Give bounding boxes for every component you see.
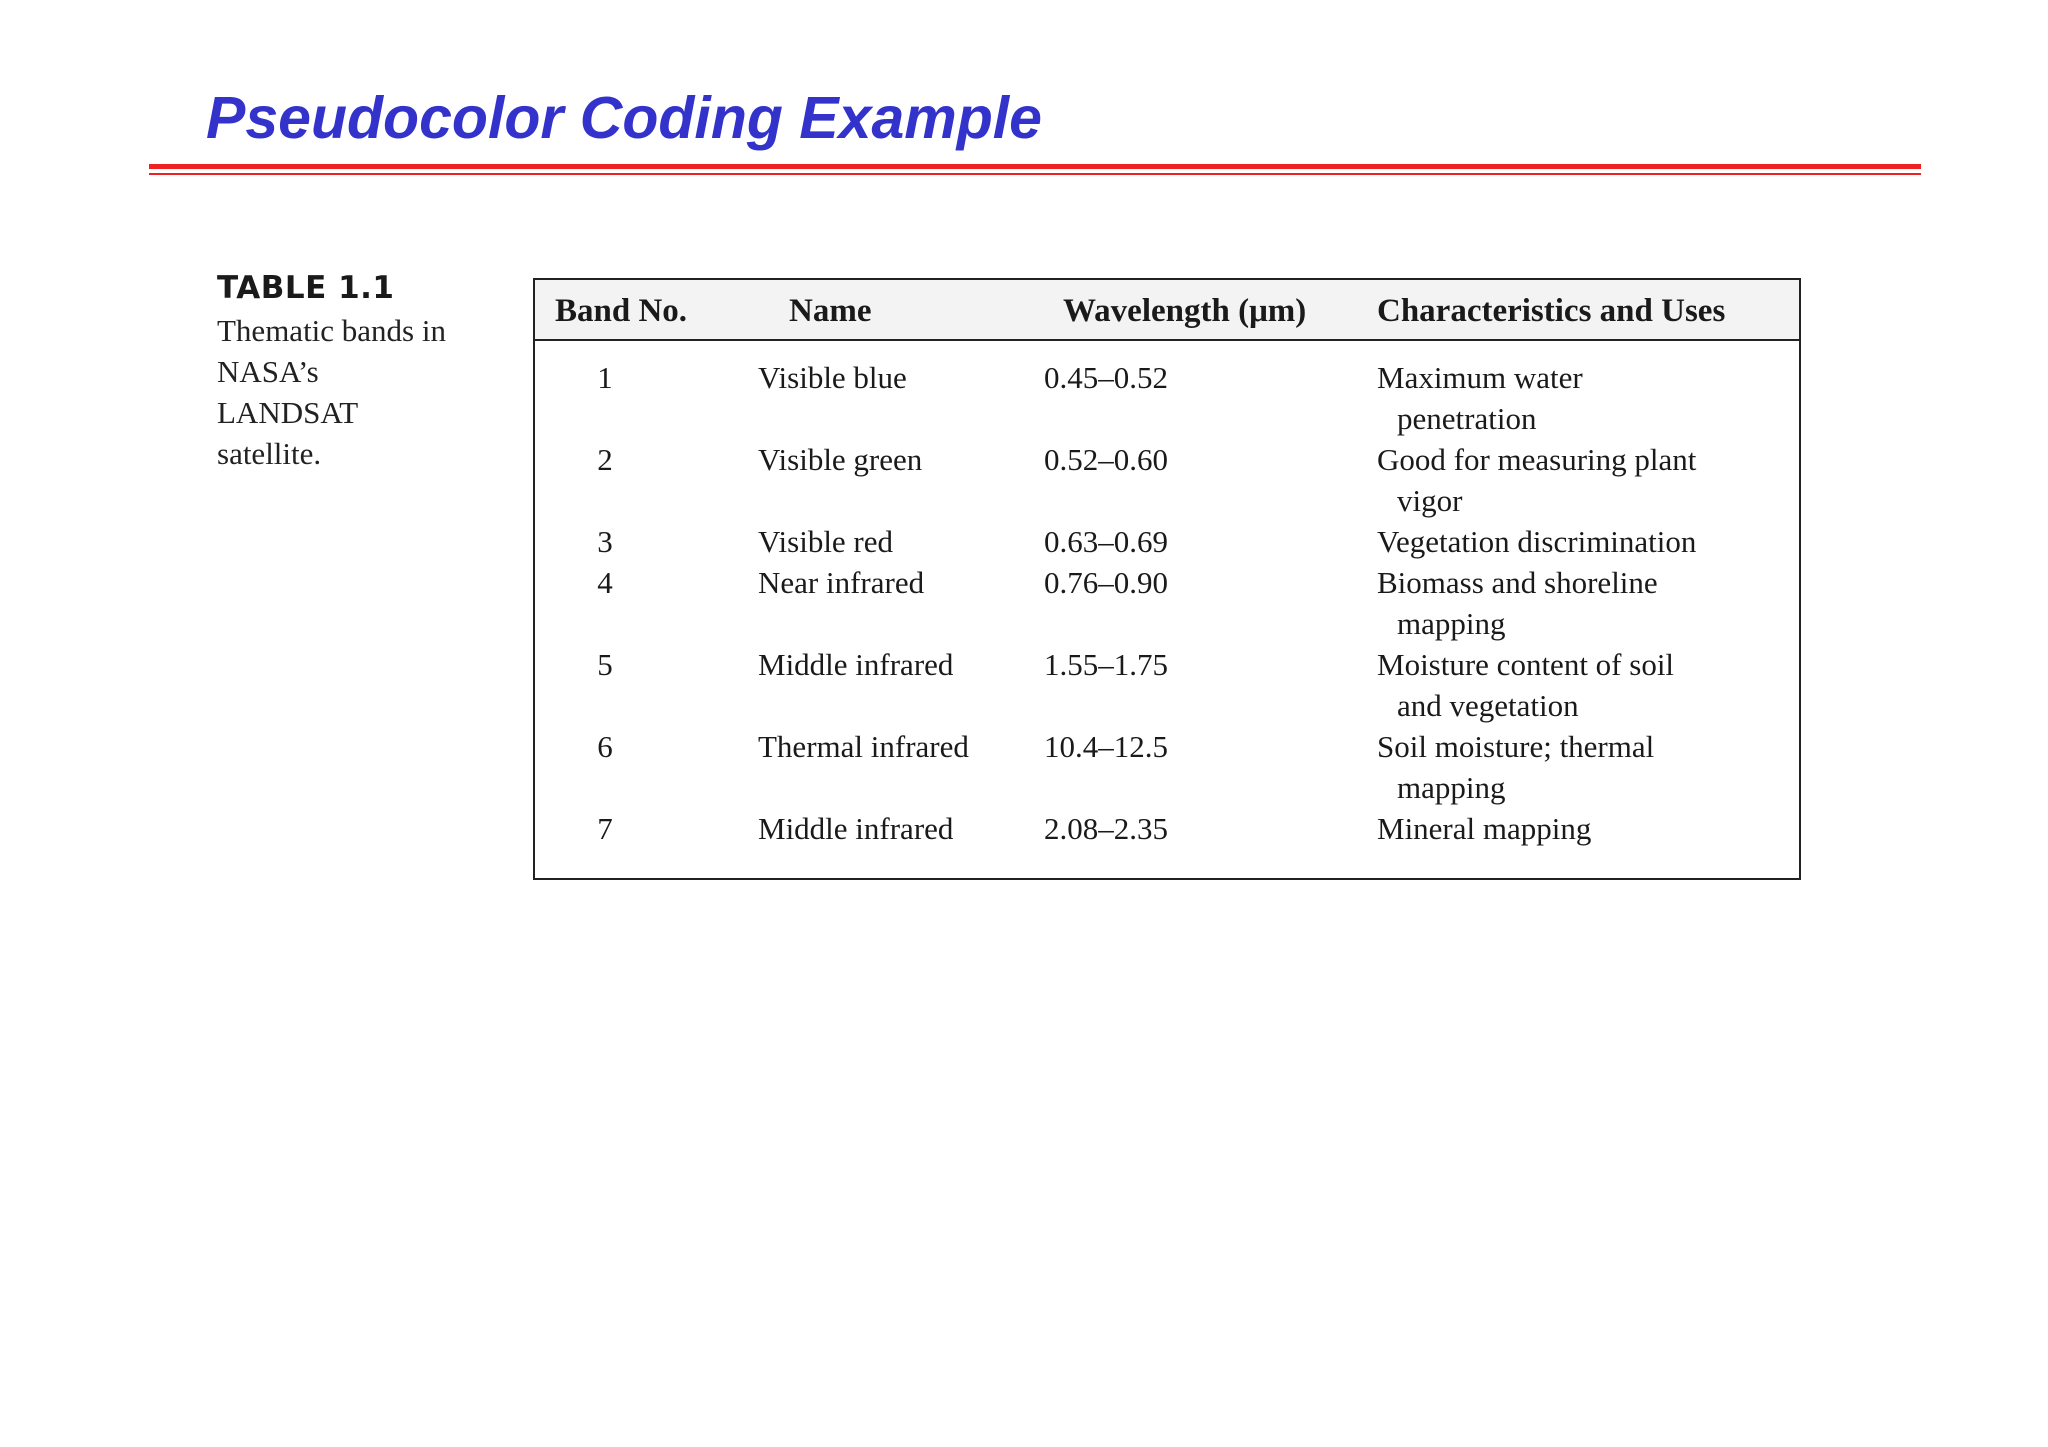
cell-uses-line: Soil moisture; thermal: [1377, 729, 1655, 764]
cell-uses-line: mapping: [1397, 606, 1506, 641]
cell-name: Middle infrared: [758, 811, 954, 846]
cell-band: 1: [597, 360, 613, 395]
table-caption-label: TABLE 1.1: [217, 270, 395, 306]
header-band-no: Band No.: [555, 293, 688, 329]
cell-uses-line: Vegetation discrimination: [1377, 524, 1697, 559]
cell-band: 6: [597, 729, 613, 764]
cell-uses: [1377, 439, 1787, 521]
cell-band: 3: [597, 524, 613, 559]
title-divider-thin: [149, 173, 1921, 175]
cell-wavelength: 0.45–0.52: [1044, 360, 1168, 395]
cell-uses-line: Biomass and shoreline: [1377, 565, 1658, 600]
header-wavelength: Wavelength (μm): [1063, 293, 1307, 329]
cell-uses-line: Good for measuring plant: [1377, 442, 1697, 477]
cell-band: 4: [597, 565, 613, 600]
cell-uses: [1377, 808, 1787, 849]
cell-name: Visible red: [758, 524, 894, 559]
cell-uses: [1377, 644, 1787, 726]
table-caption: [217, 266, 517, 474]
table-header-row: [535, 280, 1799, 341]
bands-table: [533, 278, 1801, 880]
cell-name: Middle infrared: [758, 647, 954, 682]
cell-wavelength: 0.52–0.60: [1044, 442, 1168, 477]
cell-uses-line: vigor: [1397, 483, 1463, 518]
cell-uses: [1377, 562, 1787, 644]
cell-uses-line: penetration: [1397, 401, 1537, 436]
cell-uses-line: Moisture content of soil: [1377, 647, 1675, 682]
cell-wavelength: 0.63–0.69: [1044, 524, 1168, 559]
header-characteristics: Characteristics and Uses: [1377, 293, 1726, 329]
cell-uses: [1377, 521, 1787, 562]
title-divider: [149, 164, 1921, 169]
cell-wavelength: 0.76–0.90: [1044, 565, 1168, 600]
cell-name: Visible green: [758, 442, 923, 477]
cell-uses-line: mapping: [1397, 770, 1506, 805]
table-caption-text: Thematic bands in NASA’s LANDSAT satellite.: [217, 313, 446, 471]
cell-name: Thermal infrared: [758, 729, 969, 764]
header-name-label: Name: [789, 293, 872, 329]
cell-name: Near infrared: [758, 565, 925, 600]
cell-uses-line: and vegetation: [1397, 688, 1579, 723]
cell-wavelength: 1.55–1.75: [1044, 647, 1168, 682]
cell-uses: [1377, 726, 1787, 808]
cell-uses-line: Mineral mapping: [1377, 811, 1592, 846]
cell-band: 2: [597, 442, 613, 477]
cell-wavelength: 10.4–12.5: [1044, 729, 1168, 764]
cell-name: Visible blue: [758, 360, 907, 395]
slide-title: Pseudocolor Coding Example: [206, 85, 1042, 151]
cell-band: 5: [597, 647, 613, 682]
cell-uses: [1377, 357, 1787, 439]
cell-uses-line: Maximum water: [1377, 360, 1583, 395]
cell-band: 7: [597, 811, 613, 846]
cell-wavelength: 2.08–2.35: [1044, 811, 1168, 846]
